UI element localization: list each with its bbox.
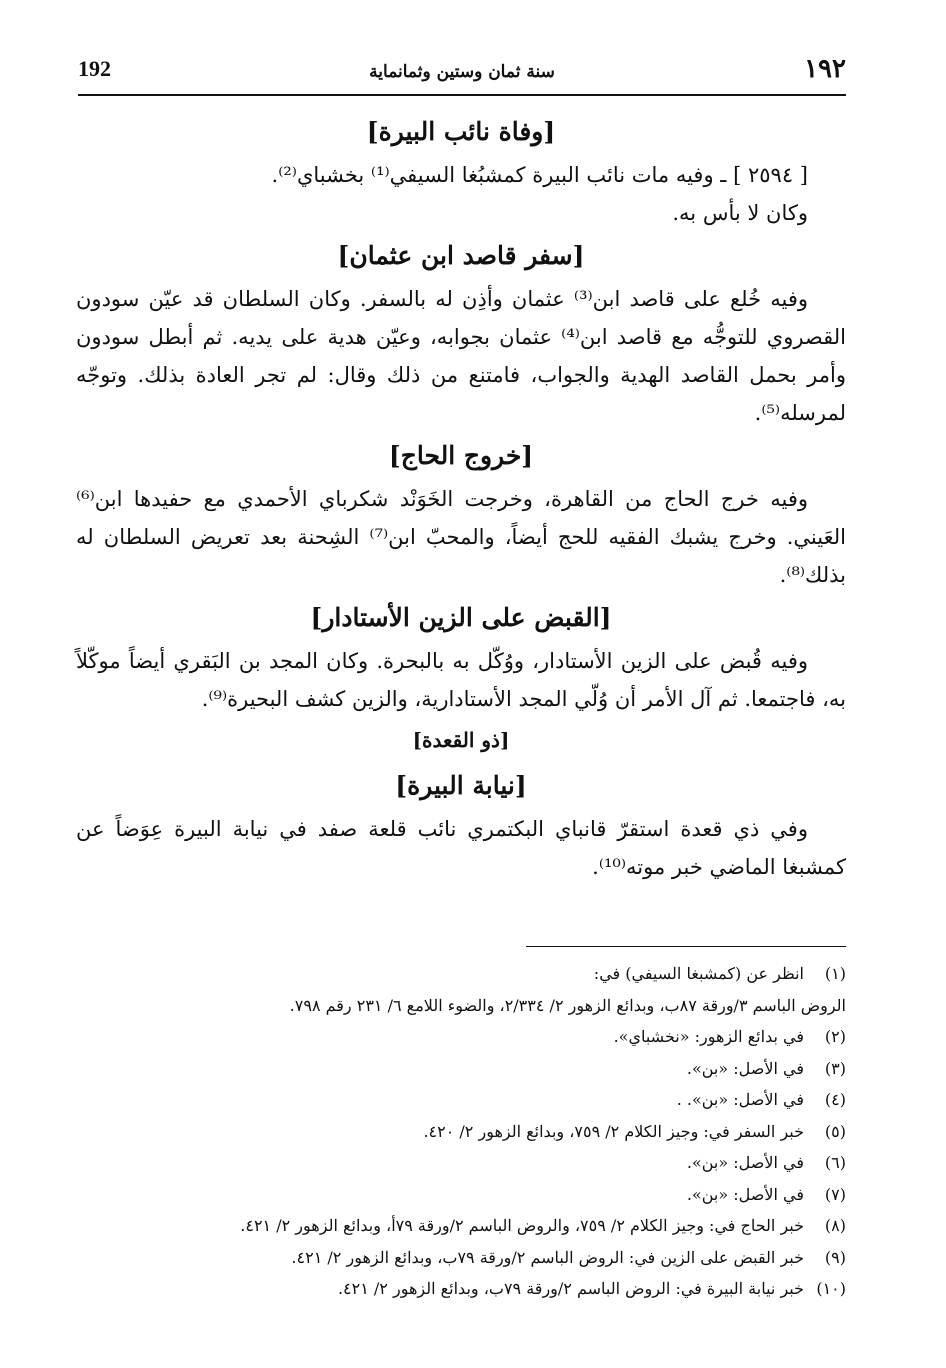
footnote-text: في الأصل: «بن». . bbox=[676, 1090, 804, 1109]
paragraph: وفيه خرج الحاج من القاهرة، وخرجت الخَوَنْد شكرباي الأحمدي مع حفيدها ابن⁽⁶⁾ العَيني. وخرج يشبك الفقيه للحج أيضاً، والمحبّ ابن⁽⁷⁾ الشِحنة بعد تعريض السلطان له بذلك⁽⁸⁾. bbox=[76, 487, 846, 587]
footnote-number: (٩) bbox=[824, 1247, 846, 1267]
footnote-number: (٣) bbox=[824, 1058, 846, 1078]
footnotes bbox=[100, 958, 846, 1305]
footnote-text: خبر نيابة البيرة في: الروض الباسم ٢/ورقة ٧٩ب، وبدائع الزهور ٢/ ٤٢١. bbox=[337, 1279, 804, 1298]
footnote-item bbox=[100, 1021, 846, 1053]
footnote-text: في الأصل: «بن». bbox=[686, 1153, 804, 1172]
section-heading: [القبض على الزين الأستادار] bbox=[310, 603, 612, 632]
footnote-number: (٤) bbox=[824, 1090, 846, 1109]
footnote-item bbox=[100, 1053, 846, 1085]
paragraph: [ ٢٥٩٤ ] ـ وفيه مات نائب البيرة كمشبُغا السيفي⁽¹⁾ بخشباي⁽²⁾. bbox=[271, 163, 808, 187]
footnote-number: (٧) bbox=[824, 1184, 846, 1204]
footnote-continuation: الروض الباسم ٣/ورقة ٨٧ب، وبدائع الزهور ٢/ ٢/٣٣٤، والضوء اللامع ٦/ ٢٣١ رقم ٧٩٨. bbox=[289, 995, 846, 1015]
footnote-number: (٢) bbox=[824, 1027, 846, 1046]
page-number-arabic: ١٩٢ bbox=[804, 54, 846, 84]
footnote-item bbox=[100, 1116, 846, 1148]
footnote-text: في الأصل: «بن». bbox=[686, 1184, 804, 1204]
section-heading: [وفاة نائب البيرة] bbox=[366, 117, 556, 146]
footnote-number: (١٠) bbox=[816, 1279, 846, 1298]
footnote-number: (١) bbox=[824, 964, 846, 983]
footnote-divider bbox=[526, 946, 846, 947]
section-heading: [سفر قاصد ابن عثمان] bbox=[337, 241, 585, 270]
footnote-item bbox=[100, 1242, 846, 1274]
section-heading: [خروج الحاج] bbox=[388, 441, 534, 470]
footnote-text: انظر عن (كمشبغا السيفي) في: bbox=[593, 964, 804, 983]
footnote-item bbox=[100, 1179, 846, 1211]
footnote-number: (٨) bbox=[824, 1216, 846, 1235]
section-heading: [نيابة البيرة] bbox=[395, 771, 527, 800]
paragraph: وفيه خُلع على قاصد ابن⁽³⁾ عثمان وأذِن له بالسفر. وكان السلطان قد عيّن سودون القصروي للتوجُّه مع قاصد ابن⁽⁴⁾ عثمان بجوابه، وعيّن هدية على يديه. ثم أبطل سودون وأمر بحمل القاصد الهدية والجواب، فامتنع من ذلك وقال: لم تجر العادة بذلك. وتوجّه لمرسله⁽⁵⁾. bbox=[76, 287, 846, 425]
footnote-text: في بدائع الزهور: «نخشباي». bbox=[613, 1027, 804, 1046]
footnote-item bbox=[100, 958, 846, 990]
footnote-item bbox=[100, 1210, 846, 1242]
paragraph: وفيه قُبض على الزين الأستادار، ووُكّل به بالبحرة. وكان المجد بن البَقري أيضاً موكّلاً به، فاجتمعا. ثم آل الأمر أن وُلّي المجد الأستادارية، والزين كشف البحيرة⁽⁹⁾. bbox=[76, 649, 846, 711]
page-header bbox=[78, 50, 846, 96]
main-text bbox=[76, 108, 846, 886]
footnote-item bbox=[100, 1084, 846, 1116]
footnote-text: في الأصل: «بن». bbox=[686, 1058, 804, 1078]
footnote-item bbox=[100, 1273, 846, 1305]
footnote-text: خبر السفر في: وجيز الكلام ٢/ ٧٥٩، وبدائع الزهور ٢/ ٤٢٠. bbox=[423, 1121, 804, 1141]
footnote-text: خبر الحاج في: وجيز الكلام ٢/ ٧٥٩، والروض الباسم ٢/ورقة ٧٩أ، وبدائع الزهور ٢/ ٤٢١. bbox=[240, 1216, 804, 1235]
footnote-number: (٥) bbox=[824, 1121, 846, 1141]
page-number-latin: 192 bbox=[78, 56, 111, 81]
footnote-number: (٦) bbox=[824, 1153, 846, 1172]
footnote-text: خبر القبض على الزين في: الروض الباسم ٢/ورقة ٧٩ب، وبدائع الزهور ٢/ ٤٢١. bbox=[291, 1247, 804, 1267]
footnote-item bbox=[100, 1147, 846, 1179]
paragraph: وفي ذي قعدة استقرّ قانباي البكتمري نائب قلعة صفد في نيابة البيرة عِوَضاً عن كمشبغا الماضي خبر موته⁽¹⁰⁾. bbox=[76, 817, 846, 879]
month-heading: [ذو القعدة] bbox=[412, 728, 510, 752]
paragraph: وكان لا بأس به. bbox=[672, 201, 808, 225]
running-title: سنة ثمان وستين وثمانماية bbox=[369, 62, 555, 82]
